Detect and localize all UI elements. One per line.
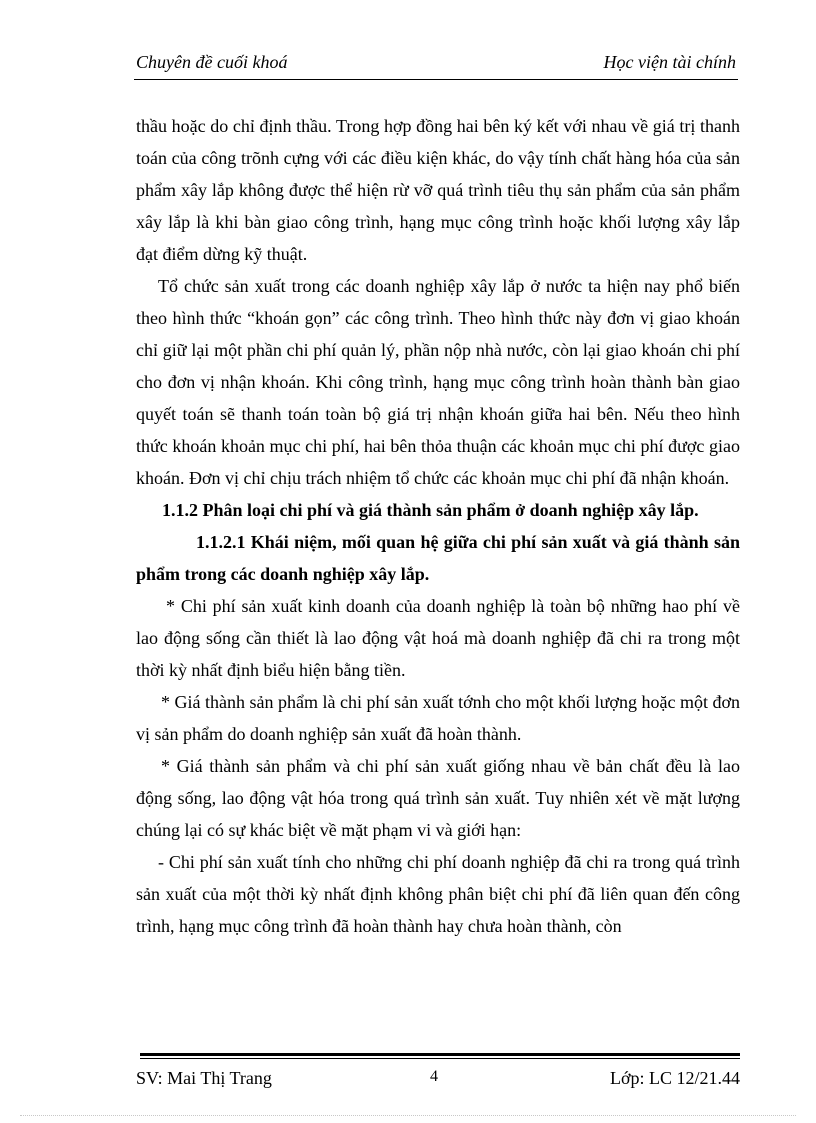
paragraph-comparison: * Giá thành sản phẩm và chi phí sản xuất giống nhau về bản chất đều là lao động sống, lao động vật hóa trong quá trình sản xuất. Tuy nhiên xét về mặt lượng chúng lại có sự khác biệt về mặt phạm vi và giới hạn: <box>136 756 740 840</box>
footer-divider-thick <box>140 1053 740 1056</box>
page-bottom-dotted-line <box>20 1115 796 1116</box>
page-footer <box>136 1068 740 1096</box>
footer-page-number: 4 <box>430 1068 438 1085</box>
header-left-title: Chuyên đề cuối khoá <box>136 52 288 72</box>
paragraph-organization: Tổ chức sản xuất trong các doanh nghiệp xây lắp ở nước ta hiện nay phổ biến theo hình thức “khoán gọn” các công trình. Theo hình thức này đơn vị giao khoán chỉ giữ lại một phần chi phí quản lý, phần nộp nhà nước, còn lại giao khoán chi phí cho đơn vị nhận khoán. Khi công trình, hạng mục công trình hoàn thành bàn giao quyết toán sẽ thanh toán toàn bộ giá trị nhận khoán giữa hai bên. Nếu theo hình thức khoán khoản mục chi phí, hai bên thỏa thuận các khoản mục chi phí được giao khoán. Đơn vị chỉ chịu trách nhiệm tổ chức các khoản mục chi phí đã nhận khoán. <box>136 276 740 488</box>
paragraph-difference: - Chi phí sản xuất tính cho những chi phí doanh nghiệp đã chi ra trong quá trình sản xuất của một thời kỳ nhất định không phân biệt chi phí đã liên quan đến công trình, hạng mục công trình đã hoàn thành hay chưa hoàn thành, còn <box>136 852 740 936</box>
heading-1-1-2-1: 1.1.2.1 Khái niệm, mối quan hệ giữa chi phí sản xuất và giá thành sản phẩm trong các doanh nghiệp xây lắp. <box>136 532 740 584</box>
footer-student-name: SV: Mai Thị Trang <box>136 1068 272 1088</box>
heading-1-1-2: 1.1.2 Phân loại chi phí và giá thành sản phẩm ở doanh nghiệp xây lắp. <box>162 500 699 520</box>
paragraph-product-cost: * Giá thành sản phẩm là chi phí sản xuất tớnh cho một khối lượng hoặc một đơn vị sản phẩm do doanh nghiệp sản xuất đã hoàn thành. <box>136 692 740 744</box>
footer-divider-thin <box>140 1058 740 1059</box>
document-body <box>136 110 740 942</box>
paragraph-production-cost: * Chi phí sản xuất kinh doanh của doanh nghiệp là toàn bộ những hao phí về lao động sống cần thiết là lao động vật hoá mà doanh nghiệp đã chi ra trong một thời kỳ nhất định biểu hiện bằng tiền. <box>136 596 740 680</box>
header-right-title: Học viện tài chính <box>603 52 736 72</box>
footer-class: Lớp: LC 12/21.44 <box>609 1068 740 1088</box>
paragraph-continuation: thầu hoặc do chỉ định thầu. Trong hợp đồng hai bên ký kết với nhau về giá trị thanh toán của công trõnh cựng với các điều kiện khác, do vậy tính chất hàng hóa của sản phẩm xây lắp không được thể hiện rừ vỡ quá trình tiêu thụ sản phẩm của sản phẩm xây lắp là khi bàn giao công trình, hạng mục công trình hoặc khối lượng xây lắp đạt điểm dừng kỹ thuật. <box>136 116 740 264</box>
page-header <box>136 52 736 78</box>
header-divider <box>134 79 738 80</box>
